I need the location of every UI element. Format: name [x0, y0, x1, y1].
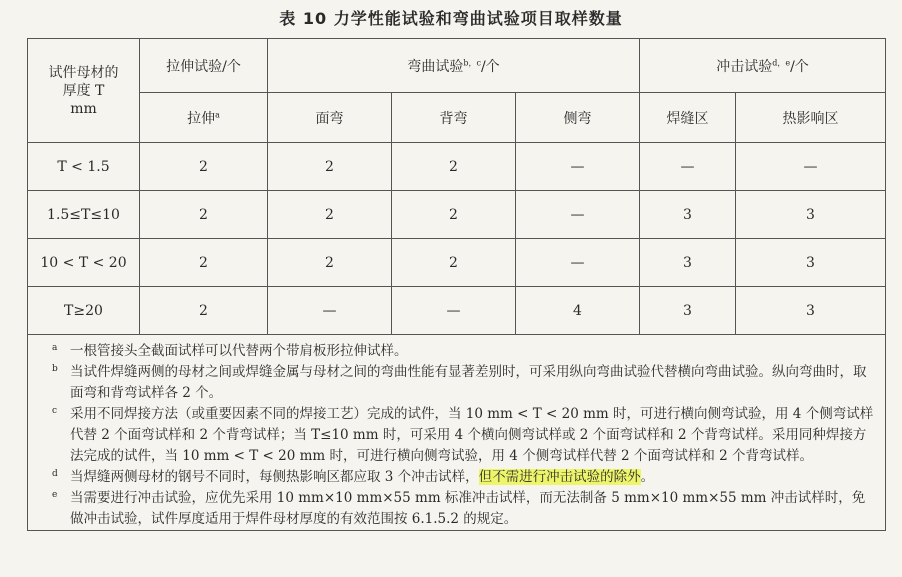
table-row	[28, 239, 886, 287]
cell-face-bend: 2	[268, 191, 392, 239]
header-haz: 热影响区	[736, 93, 886, 143]
cell-back-bend: —	[392, 287, 516, 335]
cell-thickness: 1.5≤T≤10	[28, 191, 140, 239]
cell-haz: —	[736, 143, 886, 191]
cell-thickness: 10 < T < 20	[28, 239, 140, 287]
table-row	[28, 143, 886, 191]
header-weld-zone: 焊缝区	[640, 93, 736, 143]
cell-face-bend: 2	[268, 143, 392, 191]
notes-row	[28, 335, 886, 531]
note-a: a 一根管接头全截面试样可以代替两个带肩板形拉伸试样。	[52, 343, 408, 359]
header-tensile: 拉伸$^a$	[140, 93, 268, 143]
cell-side-bend: —	[516, 239, 640, 287]
cell-haz: 3	[736, 287, 886, 335]
note-e: e 当需要进行冲击试验，应优先采用 10 mm×10 mm×55 mm 标准冲击试样，而无法制备 5 mm×10 mm×55 mm 冲击试样时，免做冲击试验，试件厚度适用于焊件母材厚度的有效范围按 6.1.5.2 的规定。	[52, 490, 866, 527]
header-thickness: 试件母材的 厚度 T mm	[28, 39, 140, 143]
cell-thickness: T < 1.5	[28, 143, 140, 191]
cell-weld-zone: 3	[640, 239, 736, 287]
cell-side-bend: —	[516, 191, 640, 239]
table-row	[28, 287, 886, 335]
sampling-table	[27, 38, 886, 531]
cell-weld-zone: 3	[640, 287, 736, 335]
cell-side-bend: 4	[516, 287, 640, 335]
cell-face-bend: —	[268, 287, 392, 335]
highlighted-text: 但不需进行冲击试验的除外	[478, 469, 641, 485]
header-back-bend: 背弯	[392, 93, 516, 143]
cell-tensile: 2	[140, 287, 268, 335]
note-c: c 采用不同焊接方法（或重要因素不同的焊接工艺）完成的试件，当 10 mm < T < 20 mm 时，可进行横向侧弯试验，用 4 个侧弯试样代替 2 个面弯试样和 2 个背弯试样；当 T≤10 mm 时，可采用 4 个横向侧弯试样或 2 个面弯试样和 2 个背弯试样。采用同种焊接方法完成的试件，当 10 mm < T < 20 mm 时，可进行横向侧弯试验，用 4 个侧弯试样代替 2 个面弯试样和 2 个背弯试样。	[52, 406, 874, 464]
cell-haz: 3	[736, 191, 886, 239]
header-impact-group: 冲击试验$^{d,e}$/个	[640, 39, 886, 93]
cell-haz: 3	[736, 239, 886, 287]
cell-weld-zone: —	[640, 143, 736, 191]
header-face-bend: 面弯	[268, 93, 392, 143]
table-title: 表 10 力学性能试验和弯曲试验项目取样数量	[279, 9, 623, 28]
header-side-bend: 侧弯	[516, 93, 640, 143]
cell-tensile: 2	[140, 191, 268, 239]
cell-back-bend: 2	[392, 143, 516, 191]
table-row	[28, 191, 886, 239]
note-b: b 当试件焊缝两侧的母材之间或焊缝金属与母材之间的弯曲性能有显著差别时，可采用纵向弯曲试验代替横向弯曲试验。纵向弯曲时，取面弯和背弯试样各 2 个。	[52, 364, 867, 401]
header-tensile-group: 拉伸试验/个	[140, 39, 268, 93]
cell-back-bend: 2	[392, 191, 516, 239]
cell-weld-zone: 3	[640, 191, 736, 239]
cell-side-bend: —	[516, 143, 640, 191]
table-notes	[28, 335, 886, 531]
cell-thickness: T≥20	[28, 287, 140, 335]
cell-tensile: 2	[140, 239, 268, 287]
cell-face-bend: 2	[268, 239, 392, 287]
header-bend-group: 弯曲试验$^{b,c}$/个	[268, 39, 640, 93]
note-d: d 当焊缝两侧母材的钢号不同时，每侧热影响区都应取 3 个冲击试样，但不需进行冲击试验的除外。	[52, 469, 655, 485]
cell-tensile: 2	[140, 143, 268, 191]
cell-back-bend: 2	[392, 239, 516, 287]
